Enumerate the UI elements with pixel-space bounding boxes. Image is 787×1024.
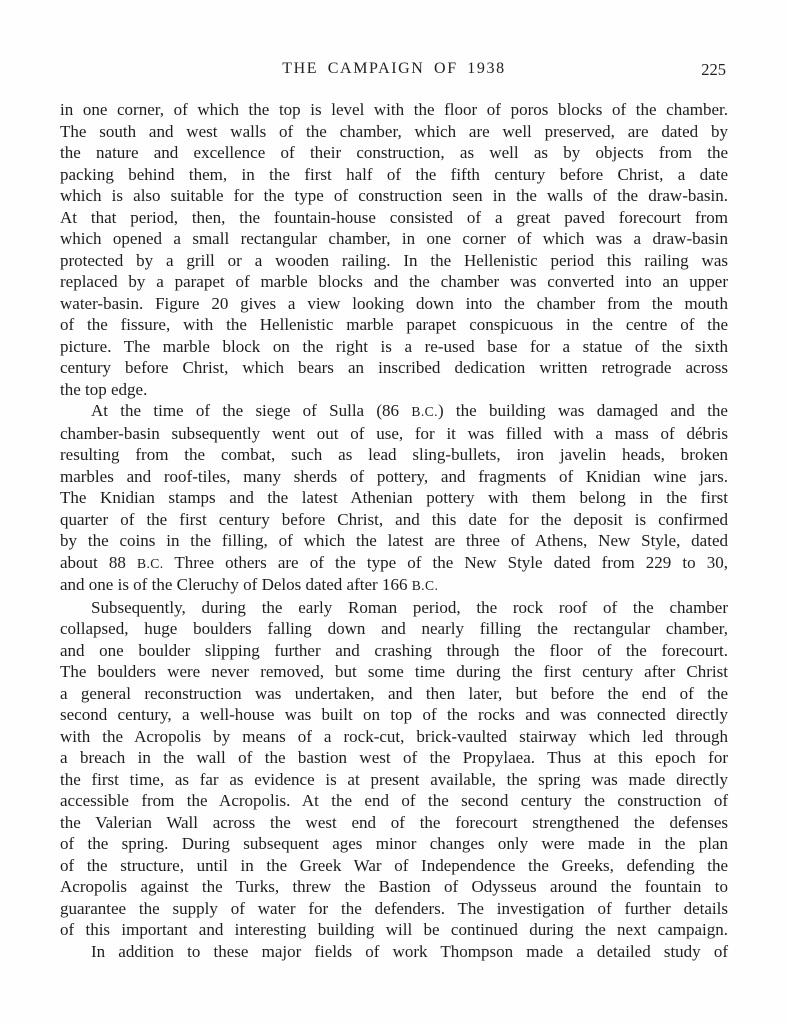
text-line: Subsequently, during the early Roman period, the rock roof of the chamber	[91, 597, 728, 617]
text-line: which opened a small rectangular chamber, in one corner of which was a draw-basin	[60, 229, 728, 248]
text-line: of the fissure, with the Hellenistic marble parapet conspicuous in the centre of the	[60, 315, 728, 334]
small-caps-bc: B.C.	[411, 404, 438, 419]
text-line: The boulders were never removed, but some time during the first century after Christ	[60, 662, 728, 681]
running-head	[60, 60, 728, 82]
text-line: marbles and roof-tiles, many sherds of pottery, and fragments of Knidian wine jars.	[60, 466, 728, 486]
text-line: by the coins in the filling, of which the latest are three of Athens, New Style, dated	[60, 531, 728, 550]
text-line: with the Acropolis by means of a rock-cut, brick-vaulted stairway which led through	[60, 726, 728, 746]
article-body	[60, 99, 728, 962]
text-line: guarantee the supply of water for the defenders. The investigation of further details	[60, 898, 728, 918]
text-line: replaced by a parapet of marble blocks and the chamber was converted into an upper	[60, 272, 728, 291]
small-caps-bc: B.C.	[411, 578, 439, 593]
text-line: collapsed, huge boulders falling down and nearly filling the rectangular chamber,	[60, 619, 728, 638]
text-line: the Valerian Wall across the west end of the forecourt strengthened the defenses	[60, 812, 728, 832]
text-line: in one corner, of which the top is level with the floor of poros blocks of the chamber.	[60, 100, 728, 119]
text-line: a general reconstruction was undertaken, and then later, but before the end of the	[60, 683, 728, 703]
text-line: protected by a grill or a wooden railing. In the Hellenistic period this railing was	[60, 250, 728, 270]
text-line: At the time of the siege of Sulla (86 B.C.) the building was damaged and the	[91, 401, 728, 420]
text-line: resulting from the combat, such as lead sling-bullets, iron javelin heads, broken	[60, 445, 728, 464]
page-number: 225	[701, 60, 726, 79]
text-line: quarter of the first century before Christ, and this date for the deposit is confirmed	[60, 509, 728, 529]
text-line: of the spring. During subsequent ages minor changes only were made in the plan	[60, 834, 728, 853]
text-line: The Knidian stamps and the latest Athenian pottery with them belong in the first	[60, 488, 728, 507]
text-line: the top edge.	[60, 379, 148, 399]
text-line: At that period, then, the fountain-house consisted of a great paved forecourt from	[60, 207, 728, 227]
text-line: the nature and excellence of their construction, as well as by objects from the	[60, 143, 728, 162]
text-line: water-basin. Figure 20 gives a view looking down into the chamber from the mouth	[60, 293, 728, 313]
text-line: of the structure, until in the Greek War of Independence the Greeks, defending the	[60, 855, 728, 875]
text-line: chamber-basin subsequently went out of use, for it was filled with a mass of débris	[60, 423, 728, 443]
text-line: a breach in the wall of the bastion west of the Propylaea. Thus at this epoch for	[60, 748, 728, 767]
text-line: the first time, as far as evidence is at present available, the spring was made directly	[60, 769, 728, 789]
text-line: about 88 B.C. Three others are of the type of the New Style dated from 229 to 30,	[60, 552, 728, 572]
text-line: of this important and interesting building will be continued during the next campaign.	[60, 920, 728, 939]
text-line: second century, a well-house was built on top of the rocks and was connected directly	[60, 705, 728, 724]
text-line: The south and west walls of the chamber, which are well preserved, are dated by	[60, 121, 728, 141]
running-head-title: THE CAMPAIGN OF 1938	[282, 60, 506, 77]
text-line: century before Christ, which bears an inscribed dedication written retrograde across	[60, 358, 728, 377]
text-line: and one is of the Cleruchy of Delos dated after 166 B.C.	[60, 575, 439, 594]
text-line: which is also suitable for the type of construction seen in the walls of the draw-basin.	[60, 186, 728, 205]
text-line: and one boulder slipping further and crashing through the floor of the forecourt.	[60, 640, 728, 660]
text-line: In addition to these major fields of work Thompson made a detailed study of	[91, 941, 728, 961]
text-line: Acropolis against the Turks, threw the Bastion of Odysseus around the fountain to	[60, 877, 728, 896]
text-line: picture. The marble block on the right is a re-used base for a statue of the sixth	[60, 336, 728, 356]
text-line: packing behind them, in the first half of the fifth century before Christ, a date	[60, 164, 728, 184]
text-line: accessible from the Acropolis. At the end of the second century the construction of	[60, 791, 728, 810]
small-caps-bc: B.C.	[137, 555, 164, 571]
